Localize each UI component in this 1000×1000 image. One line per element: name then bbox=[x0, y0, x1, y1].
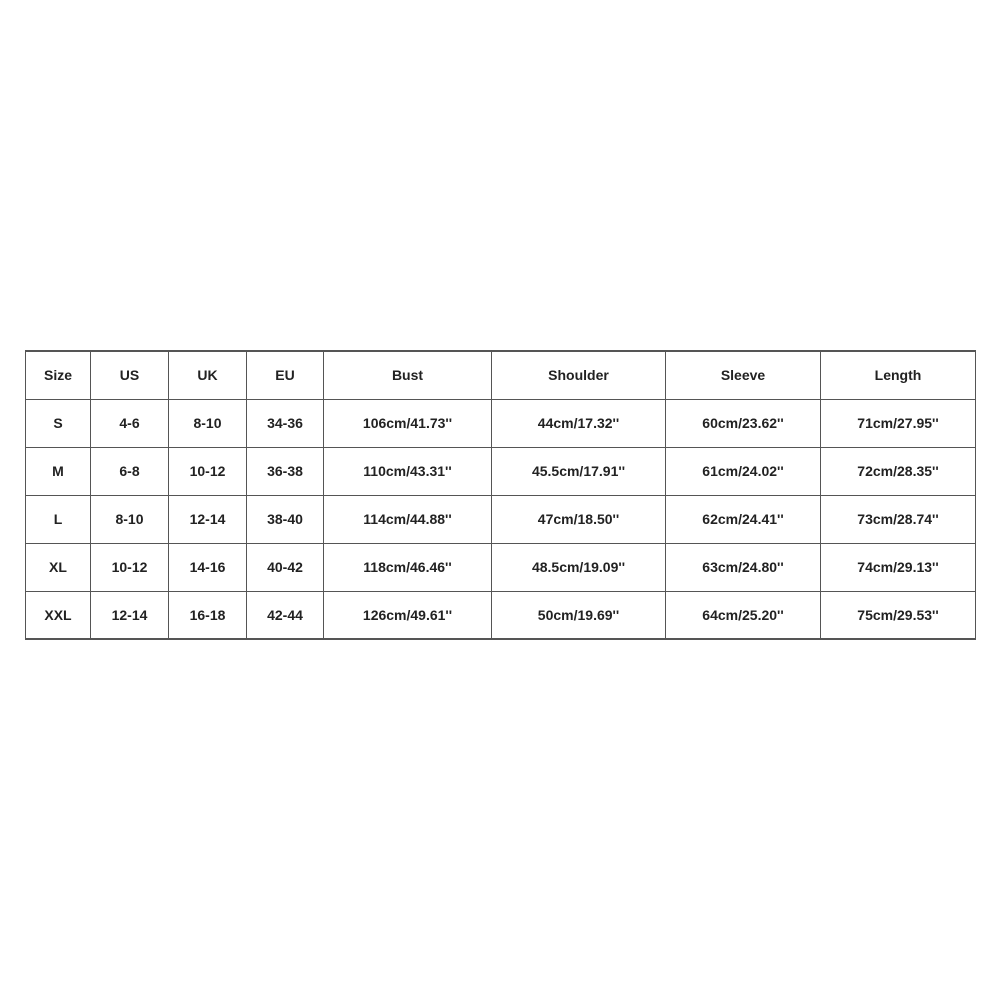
header-us: US bbox=[91, 351, 169, 399]
cell-eu: 42-44 bbox=[247, 591, 324, 639]
cell-uk: 10-12 bbox=[169, 447, 247, 495]
header-shoulder: Shoulder bbox=[492, 351, 666, 399]
cell-uk: 8-10 bbox=[169, 399, 247, 447]
cell-bust: 110cm/43.31'' bbox=[324, 447, 492, 495]
cell-shoulder: 47cm/18.50'' bbox=[492, 495, 666, 543]
cell-sleeve: 60cm/23.62'' bbox=[666, 399, 821, 447]
cell-sleeve: 62cm/24.41'' bbox=[666, 495, 821, 543]
cell-bust: 118cm/46.46'' bbox=[324, 543, 492, 591]
cell-shoulder: 45.5cm/17.91'' bbox=[492, 447, 666, 495]
table-row bbox=[26, 591, 976, 639]
cell-length: 74cm/29.13'' bbox=[821, 543, 976, 591]
cell-size: XL bbox=[26, 543, 91, 591]
table-row bbox=[26, 399, 976, 447]
cell-size: L bbox=[26, 495, 91, 543]
cell-eu: 34-36 bbox=[247, 399, 324, 447]
cell-length: 73cm/28.74'' bbox=[821, 495, 976, 543]
header-eu: EU bbox=[247, 351, 324, 399]
cell-sleeve: 61cm/24.02'' bbox=[666, 447, 821, 495]
header-length: Length bbox=[821, 351, 976, 399]
cell-size: XXL bbox=[26, 591, 91, 639]
cell-us: 10-12 bbox=[91, 543, 169, 591]
size-chart-table bbox=[25, 350, 976, 640]
cell-eu: 36-38 bbox=[247, 447, 324, 495]
cell-bust: 114cm/44.88'' bbox=[324, 495, 492, 543]
cell-shoulder: 48.5cm/19.09'' bbox=[492, 543, 666, 591]
header-uk: UK bbox=[169, 351, 247, 399]
cell-us: 12-14 bbox=[91, 591, 169, 639]
cell-bust: 126cm/49.61'' bbox=[324, 591, 492, 639]
cell-us: 6-8 bbox=[91, 447, 169, 495]
cell-sleeve: 63cm/24.80'' bbox=[666, 543, 821, 591]
table-row bbox=[26, 447, 976, 495]
cell-uk: 14-16 bbox=[169, 543, 247, 591]
cell-length: 75cm/29.53'' bbox=[821, 591, 976, 639]
cell-us: 8-10 bbox=[91, 495, 169, 543]
header-sleeve: Sleeve bbox=[666, 351, 821, 399]
cell-length: 71cm/27.95'' bbox=[821, 399, 976, 447]
cell-uk: 16-18 bbox=[169, 591, 247, 639]
cell-bust: 106cm/41.73'' bbox=[324, 399, 492, 447]
header-bust: Bust bbox=[324, 351, 492, 399]
cell-size: S bbox=[26, 399, 91, 447]
cell-uk: 12-14 bbox=[169, 495, 247, 543]
cell-us: 4-6 bbox=[91, 399, 169, 447]
header-row bbox=[26, 351, 976, 399]
cell-eu: 38-40 bbox=[247, 495, 324, 543]
cell-shoulder: 50cm/19.69'' bbox=[492, 591, 666, 639]
cell-length: 72cm/28.35'' bbox=[821, 447, 976, 495]
header-size: Size bbox=[26, 351, 91, 399]
cell-sleeve: 64cm/25.20'' bbox=[666, 591, 821, 639]
cell-size: M bbox=[26, 447, 91, 495]
table-row bbox=[26, 543, 976, 591]
cell-eu: 40-42 bbox=[247, 543, 324, 591]
table-row bbox=[26, 495, 976, 543]
cell-shoulder: 44cm/17.32'' bbox=[492, 399, 666, 447]
